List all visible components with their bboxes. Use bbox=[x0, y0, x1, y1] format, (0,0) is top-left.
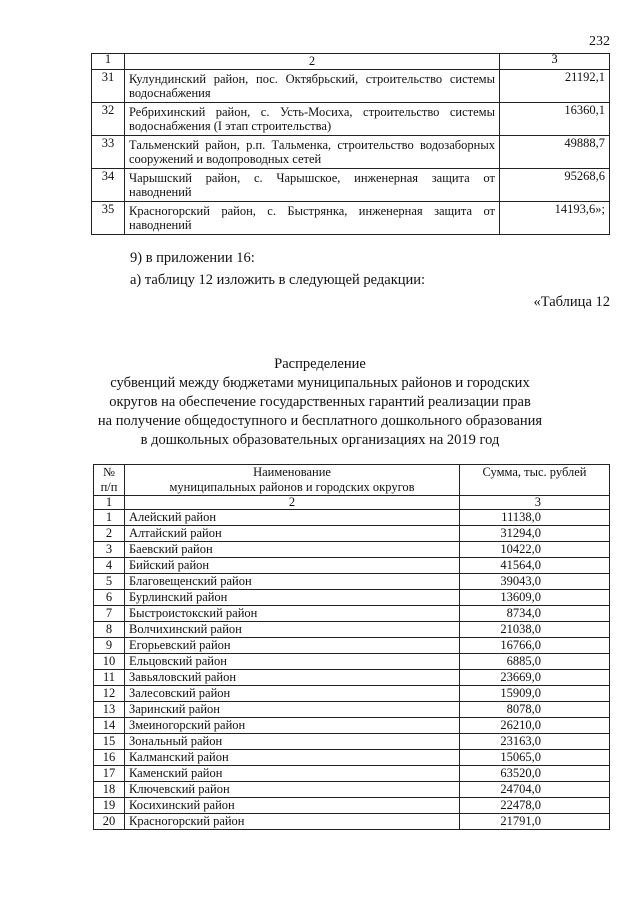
row-value: 11138,0 bbox=[460, 510, 610, 526]
table-reference: «Таблица 12 bbox=[533, 294, 610, 310]
row-number: 34 bbox=[92, 169, 125, 202]
row-number: 11 bbox=[94, 670, 125, 686]
row-name: Ключевский район bbox=[125, 782, 460, 798]
row-number: 5 bbox=[94, 574, 125, 590]
row-value: 8078,0 bbox=[460, 702, 610, 718]
table-row bbox=[92, 202, 610, 235]
row-value: 16766,0 bbox=[460, 638, 610, 654]
row-number: 12 bbox=[94, 686, 125, 702]
row-value: 10422,0 bbox=[460, 542, 610, 558]
row-value: 39043,0 bbox=[460, 574, 610, 590]
table-row bbox=[94, 686, 610, 702]
col-number-2: 2 bbox=[125, 54, 500, 70]
row-name: Бийский район bbox=[125, 558, 460, 574]
table-row bbox=[94, 526, 610, 542]
row-name: Косихинский район bbox=[125, 798, 460, 814]
row-description: Кулундинский район, пос. Октябрьский, строительство системы водоснабжения bbox=[125, 70, 500, 103]
text-line-1: 9) в приложении 16: bbox=[130, 250, 255, 266]
table-row bbox=[94, 814, 610, 830]
table-row bbox=[92, 169, 610, 202]
title-line-4: на получение общедоступного и бесплатного дошкольного образования bbox=[97, 413, 543, 429]
row-value: 15065,0 bbox=[460, 750, 610, 766]
table-row bbox=[94, 638, 610, 654]
table-row bbox=[94, 702, 610, 718]
row-description: Тальменский район, р.п. Тальменка, строительство водозаборных сооружений и водопроводных сетей bbox=[125, 136, 500, 169]
row-value: 49888,7 bbox=[500, 136, 610, 169]
table-row bbox=[94, 798, 610, 814]
table-row bbox=[94, 574, 610, 590]
row-value: 31294,0 bbox=[460, 526, 610, 542]
row-number: 14 bbox=[94, 718, 125, 734]
row-name: Змеиногорский район bbox=[125, 718, 460, 734]
header-number-line-2: п/п bbox=[100, 480, 118, 494]
table-row bbox=[94, 766, 610, 782]
title-line-1: Распределение bbox=[274, 356, 366, 372]
row-name: Залесовский район bbox=[125, 686, 460, 702]
row-number: 33 bbox=[92, 136, 125, 169]
row-number: 15 bbox=[94, 734, 125, 750]
row-name: Бурлинский район bbox=[125, 590, 460, 606]
table-row bbox=[94, 510, 610, 526]
title-line-3: округов на обеспечение государственных гарантий реализации прав bbox=[109, 394, 531, 410]
top-table bbox=[91, 53, 610, 235]
row-number: 4 bbox=[94, 558, 125, 574]
table-row bbox=[94, 654, 610, 670]
row-number: 10 bbox=[94, 654, 125, 670]
row-name: Алтайский район bbox=[125, 526, 460, 542]
row-name: Красногорский район bbox=[125, 814, 460, 830]
row-name: Завьяловский район bbox=[125, 670, 460, 686]
row-number: 3 bbox=[94, 542, 125, 558]
row-number: 31 bbox=[92, 70, 125, 103]
table-row bbox=[94, 718, 610, 734]
row-number: 20 bbox=[94, 814, 125, 830]
header-name-line-1: Наименование bbox=[253, 465, 331, 479]
row-value: 21038,0 bbox=[460, 622, 610, 638]
document-title bbox=[80, 355, 560, 450]
row-value: 16360,1 bbox=[500, 103, 610, 136]
col-number-1: 1 bbox=[92, 54, 125, 70]
row-value: 13609,0 bbox=[460, 590, 610, 606]
row-number: 32 bbox=[92, 103, 125, 136]
row-value: 23163,0 bbox=[460, 734, 610, 750]
row-name: Егорьевский район bbox=[125, 638, 460, 654]
row-name: Быстроистокский район bbox=[125, 606, 460, 622]
row-value: 14193,6»; bbox=[500, 202, 610, 235]
row-number: 13 bbox=[94, 702, 125, 718]
row-value: 24704,0 bbox=[460, 782, 610, 798]
table-row bbox=[94, 622, 610, 638]
row-number: 19 bbox=[94, 798, 125, 814]
col-number-2: 2 bbox=[125, 496, 460, 510]
table-row bbox=[92, 70, 610, 103]
subventions-table-body bbox=[94, 510, 610, 830]
row-name: Зональный район bbox=[125, 734, 460, 750]
row-value: 22478,0 bbox=[460, 798, 610, 814]
header-name-line-2: муниципальных районов и городских округов bbox=[169, 480, 415, 494]
row-number: 7 bbox=[94, 606, 125, 622]
row-name: Ельцовский район bbox=[125, 654, 460, 670]
row-value: 63520,0 bbox=[460, 766, 610, 782]
row-number: 16 bbox=[94, 750, 125, 766]
page-number: 232 bbox=[589, 34, 610, 49]
table-row bbox=[94, 606, 610, 622]
row-value: 41564,0 bbox=[460, 558, 610, 574]
row-number: 18 bbox=[94, 782, 125, 798]
header-number bbox=[94, 465, 125, 496]
table-row bbox=[94, 734, 610, 750]
row-number: 8 bbox=[94, 622, 125, 638]
row-number: 6 bbox=[94, 590, 125, 606]
row-number: 35 bbox=[92, 202, 125, 235]
table-row bbox=[92, 103, 610, 136]
header-name bbox=[125, 465, 460, 496]
row-number: 9 bbox=[94, 638, 125, 654]
row-name: Каменский район bbox=[125, 766, 460, 782]
row-name: Калманский район bbox=[125, 750, 460, 766]
header-sum: Сумма, тыс. рублей bbox=[460, 465, 610, 496]
table-row bbox=[92, 136, 610, 169]
title-line-5: в дошкольных образовательных организациях на 2019 год bbox=[140, 432, 500, 448]
row-description: Ребрихинский район, с. Усть-Мосиха, строительство системы водоснабжения (I этап строительства) bbox=[125, 103, 500, 136]
col-number-3: 3 bbox=[500, 54, 610, 70]
table-row bbox=[94, 590, 610, 606]
table-row bbox=[94, 670, 610, 686]
row-value: 23669,0 bbox=[460, 670, 610, 686]
col-number-3: 3 bbox=[460, 496, 610, 510]
row-value: 26210,0 bbox=[460, 718, 610, 734]
row-name: Заринский район bbox=[125, 702, 460, 718]
table-column-numbers bbox=[94, 496, 610, 510]
row-name: Благовещенский район bbox=[125, 574, 460, 590]
row-name: Баевский район bbox=[125, 542, 460, 558]
col-number-1: 1 bbox=[94, 496, 125, 510]
row-name: Алейский район bbox=[125, 510, 460, 526]
table-header-row bbox=[94, 465, 610, 496]
header-number-line-1: № bbox=[103, 465, 115, 479]
table-row bbox=[94, 542, 610, 558]
row-value: 95268,6 bbox=[500, 169, 610, 202]
row-number: 17 bbox=[94, 766, 125, 782]
subventions-table bbox=[93, 464, 610, 830]
row-value: 21192,1 bbox=[500, 70, 610, 103]
row-description: Чарышский район, с. Чарышское, инженерная защита от наводнений bbox=[125, 169, 500, 202]
row-number: 2 bbox=[94, 526, 125, 542]
row-name: Волчихинский район bbox=[125, 622, 460, 638]
top-table-column-numbers bbox=[92, 54, 610, 70]
table-row bbox=[94, 782, 610, 798]
table-row bbox=[94, 558, 610, 574]
row-number: 1 bbox=[94, 510, 125, 526]
row-value: 15909,0 bbox=[460, 686, 610, 702]
title-line-2: субвенций между бюджетами муниципальных районов и городских bbox=[110, 375, 530, 391]
row-value: 8734,0 bbox=[460, 606, 610, 622]
row-description: Красногорский район, с. Быстрянка, инженерная защита от наводнений bbox=[125, 202, 500, 235]
row-value: 21791,0 bbox=[460, 814, 610, 830]
row-value: 6885,0 bbox=[460, 654, 610, 670]
text-line-2: а) таблицу 12 изложить в следующей редакции: bbox=[130, 272, 426, 288]
table-row bbox=[94, 750, 610, 766]
